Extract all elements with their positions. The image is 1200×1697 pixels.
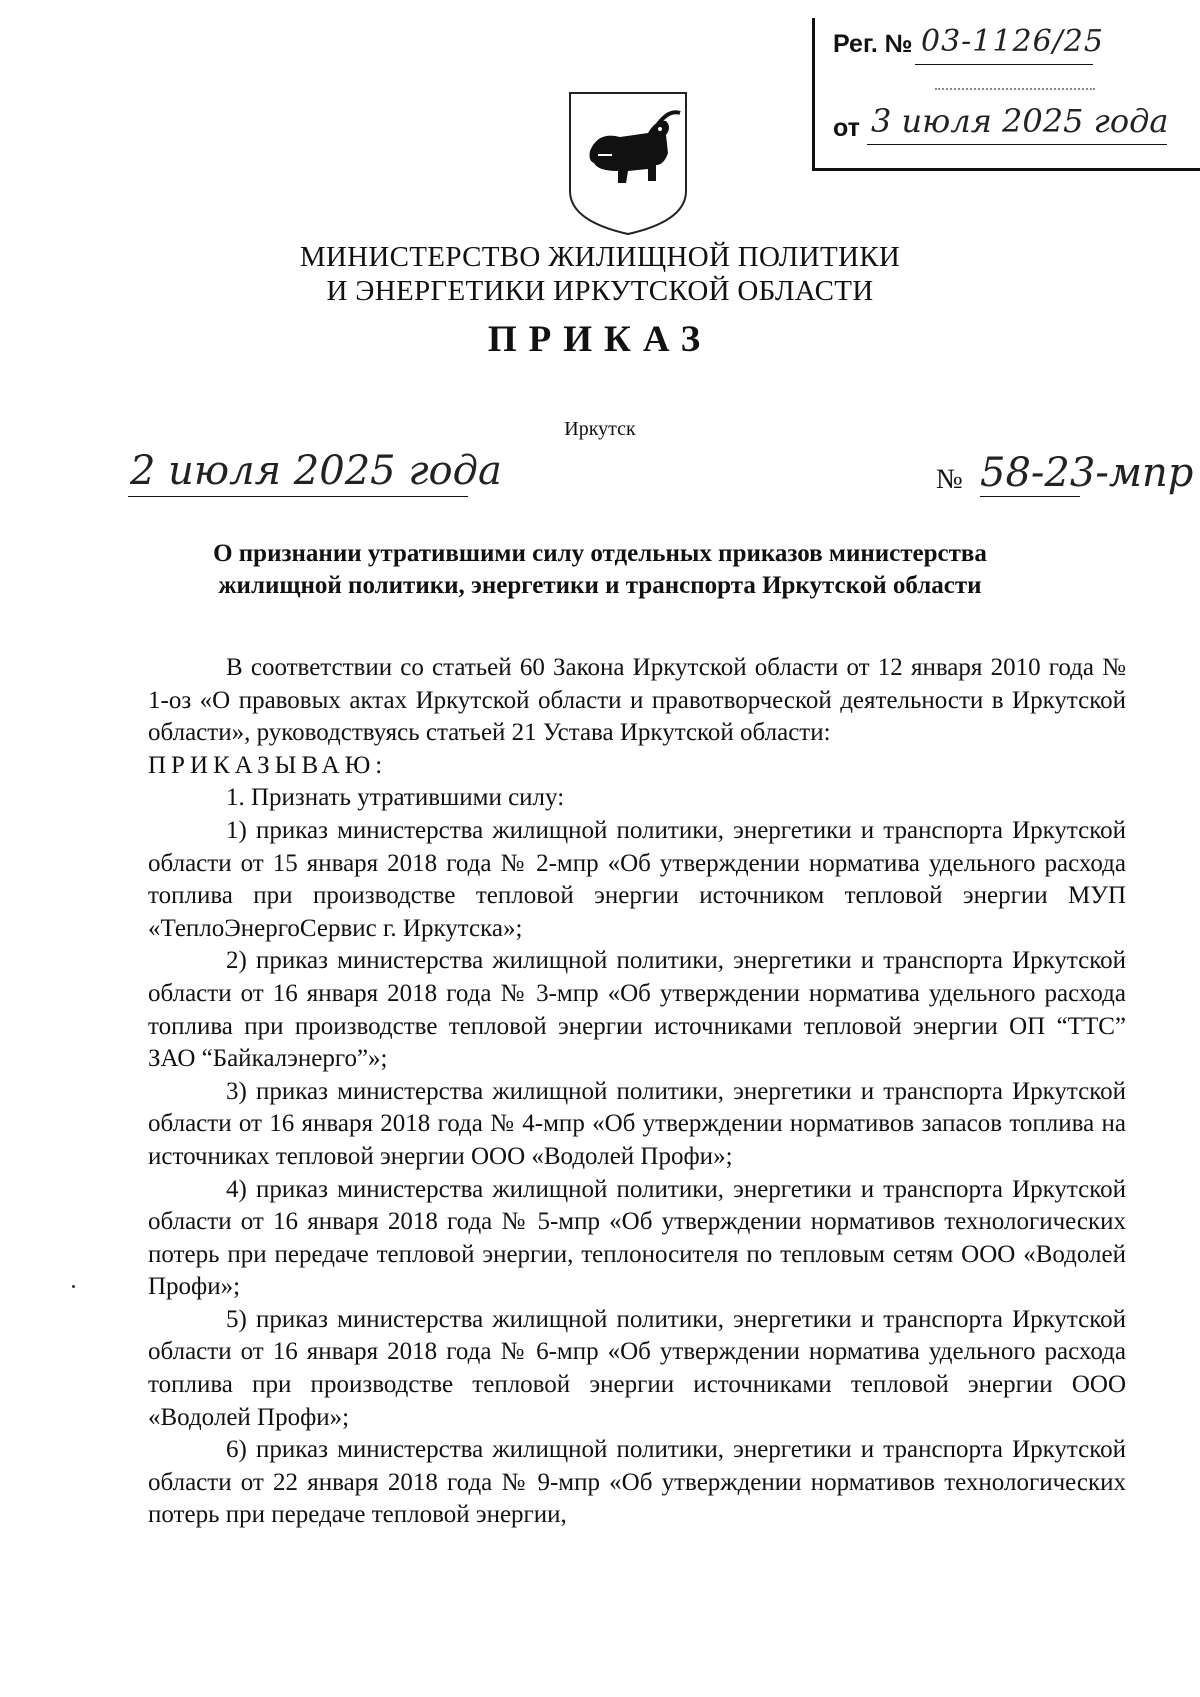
list-item: 3) приказ министерства жилищной политики, энергетики и транспорта Иркутской области от 16 января 2018 года № 4-мпр «Об утверждении нормативов запасов топлива на источниках тепловой энергии ООО «Водолей Профи»; [148,1077,1126,1170]
date-label: от [833,114,860,142]
order-number-label: № [936,464,963,495]
point-1: 1. Признать утратившими силу: [226,784,565,812]
subject-line-2: жилищной политики, энергетики и транспорта Иркутской области [218,572,982,599]
preamble-paragraph: В соответствии со статьей 60 Закона Иркутской области от 12 января 2010 года № 1-оз «О правовых актах Иркутской области и правотворческой деятельности в Иркутской области», руководствуясь статьей 21 Устава Иркутской области: [148,654,1126,747]
document-subject [0,538,1200,602]
list-item: 2) приказ министерства жилищной политики, энергетики и транспорта Иркутской области от 16 января 2018 года № 3-мпр «Об утверждении норматива удельного расхода топлива при производстве тепловой энергии источниками тепловой энергии ОП “ТТС” ЗАО “Байкалэнерго”»; [148,947,1126,1073]
order-date-underline [128,496,468,497]
reg-date: 3 июля 2025 года [871,102,1169,140]
list-item: 5) приказ министерства жилищной политики, энергетики и транспорта Иркутской области от 16 января 2018 года № 6-мпр «Об утверждении норматива удельного расхода топлива при производстве тепловой энергии источниками тепловой энергии ООО «Водолей Профи»; [148,1305,1126,1431]
irkutsk-coat-of-arms-icon [568,91,688,236]
ministry-line-2: И ЭНЕРГЕТИКИ ИРКУТСКОЙ ОБЛАСТИ [326,275,874,307]
document-body [148,652,1126,1532]
subject-line-1: О признании утратившими силу отдельных приказов министерства [213,540,987,567]
order-date-handwritten: 2 июля 2025 года [130,448,502,494]
order-word: ПРИКАЗЫВАЮ: [148,751,388,779]
city-label: Иркутск [564,418,636,440]
order-number-underline [980,496,1080,497]
order-number-handwritten: 58-23-мпр [980,450,1194,496]
ministry-line-1: МИНИСТЕРСТВО ЖИЛИЩНОЙ ПОЛИТИКИ [299,241,901,273]
reg-label: Рег. № [833,30,913,58]
reg-number-underline [915,64,1093,65]
list-item: 4) приказ министерства жилищной политики, энергетики и транспорта Иркутской области от 16 января 2018 года № 5-мпр «Об утверждении нормативов технологических потерь при передаче тепловой энергии, теплоносителя по тепловым сетям ООО «Водолей Профи»; [148,1175,1126,1301]
list-item: 6) приказ министерства жилищной политики, энергетики и транспорта Иркутской области от 22 января 2018 года № 9-мпр «Об утверждении нормативов технологических потерь при передаче тепловой энергии, [148,1436,1126,1529]
document-type-title: ПРИКАЗ [487,319,713,360]
list-item: 1) приказ министерства жилищной политики, энергетики и транспорта Иркутской области от 15 января 2018 года № 2-мпр «Об утверждении норматива удельного расхода топлива при производстве тепловой энергии источником тепловой энергии МУП «ТеплоЭнергоСервис г. Иркутска»; [148,816,1126,942]
reg-date-underline [867,144,1167,145]
registration-stamp [812,18,1200,171]
stamp-faint-marks [935,88,1095,98]
ministry-name [0,240,1200,308]
scan-speck [72,1285,75,1288]
reg-number: 03-1126/25 [921,24,1104,59]
